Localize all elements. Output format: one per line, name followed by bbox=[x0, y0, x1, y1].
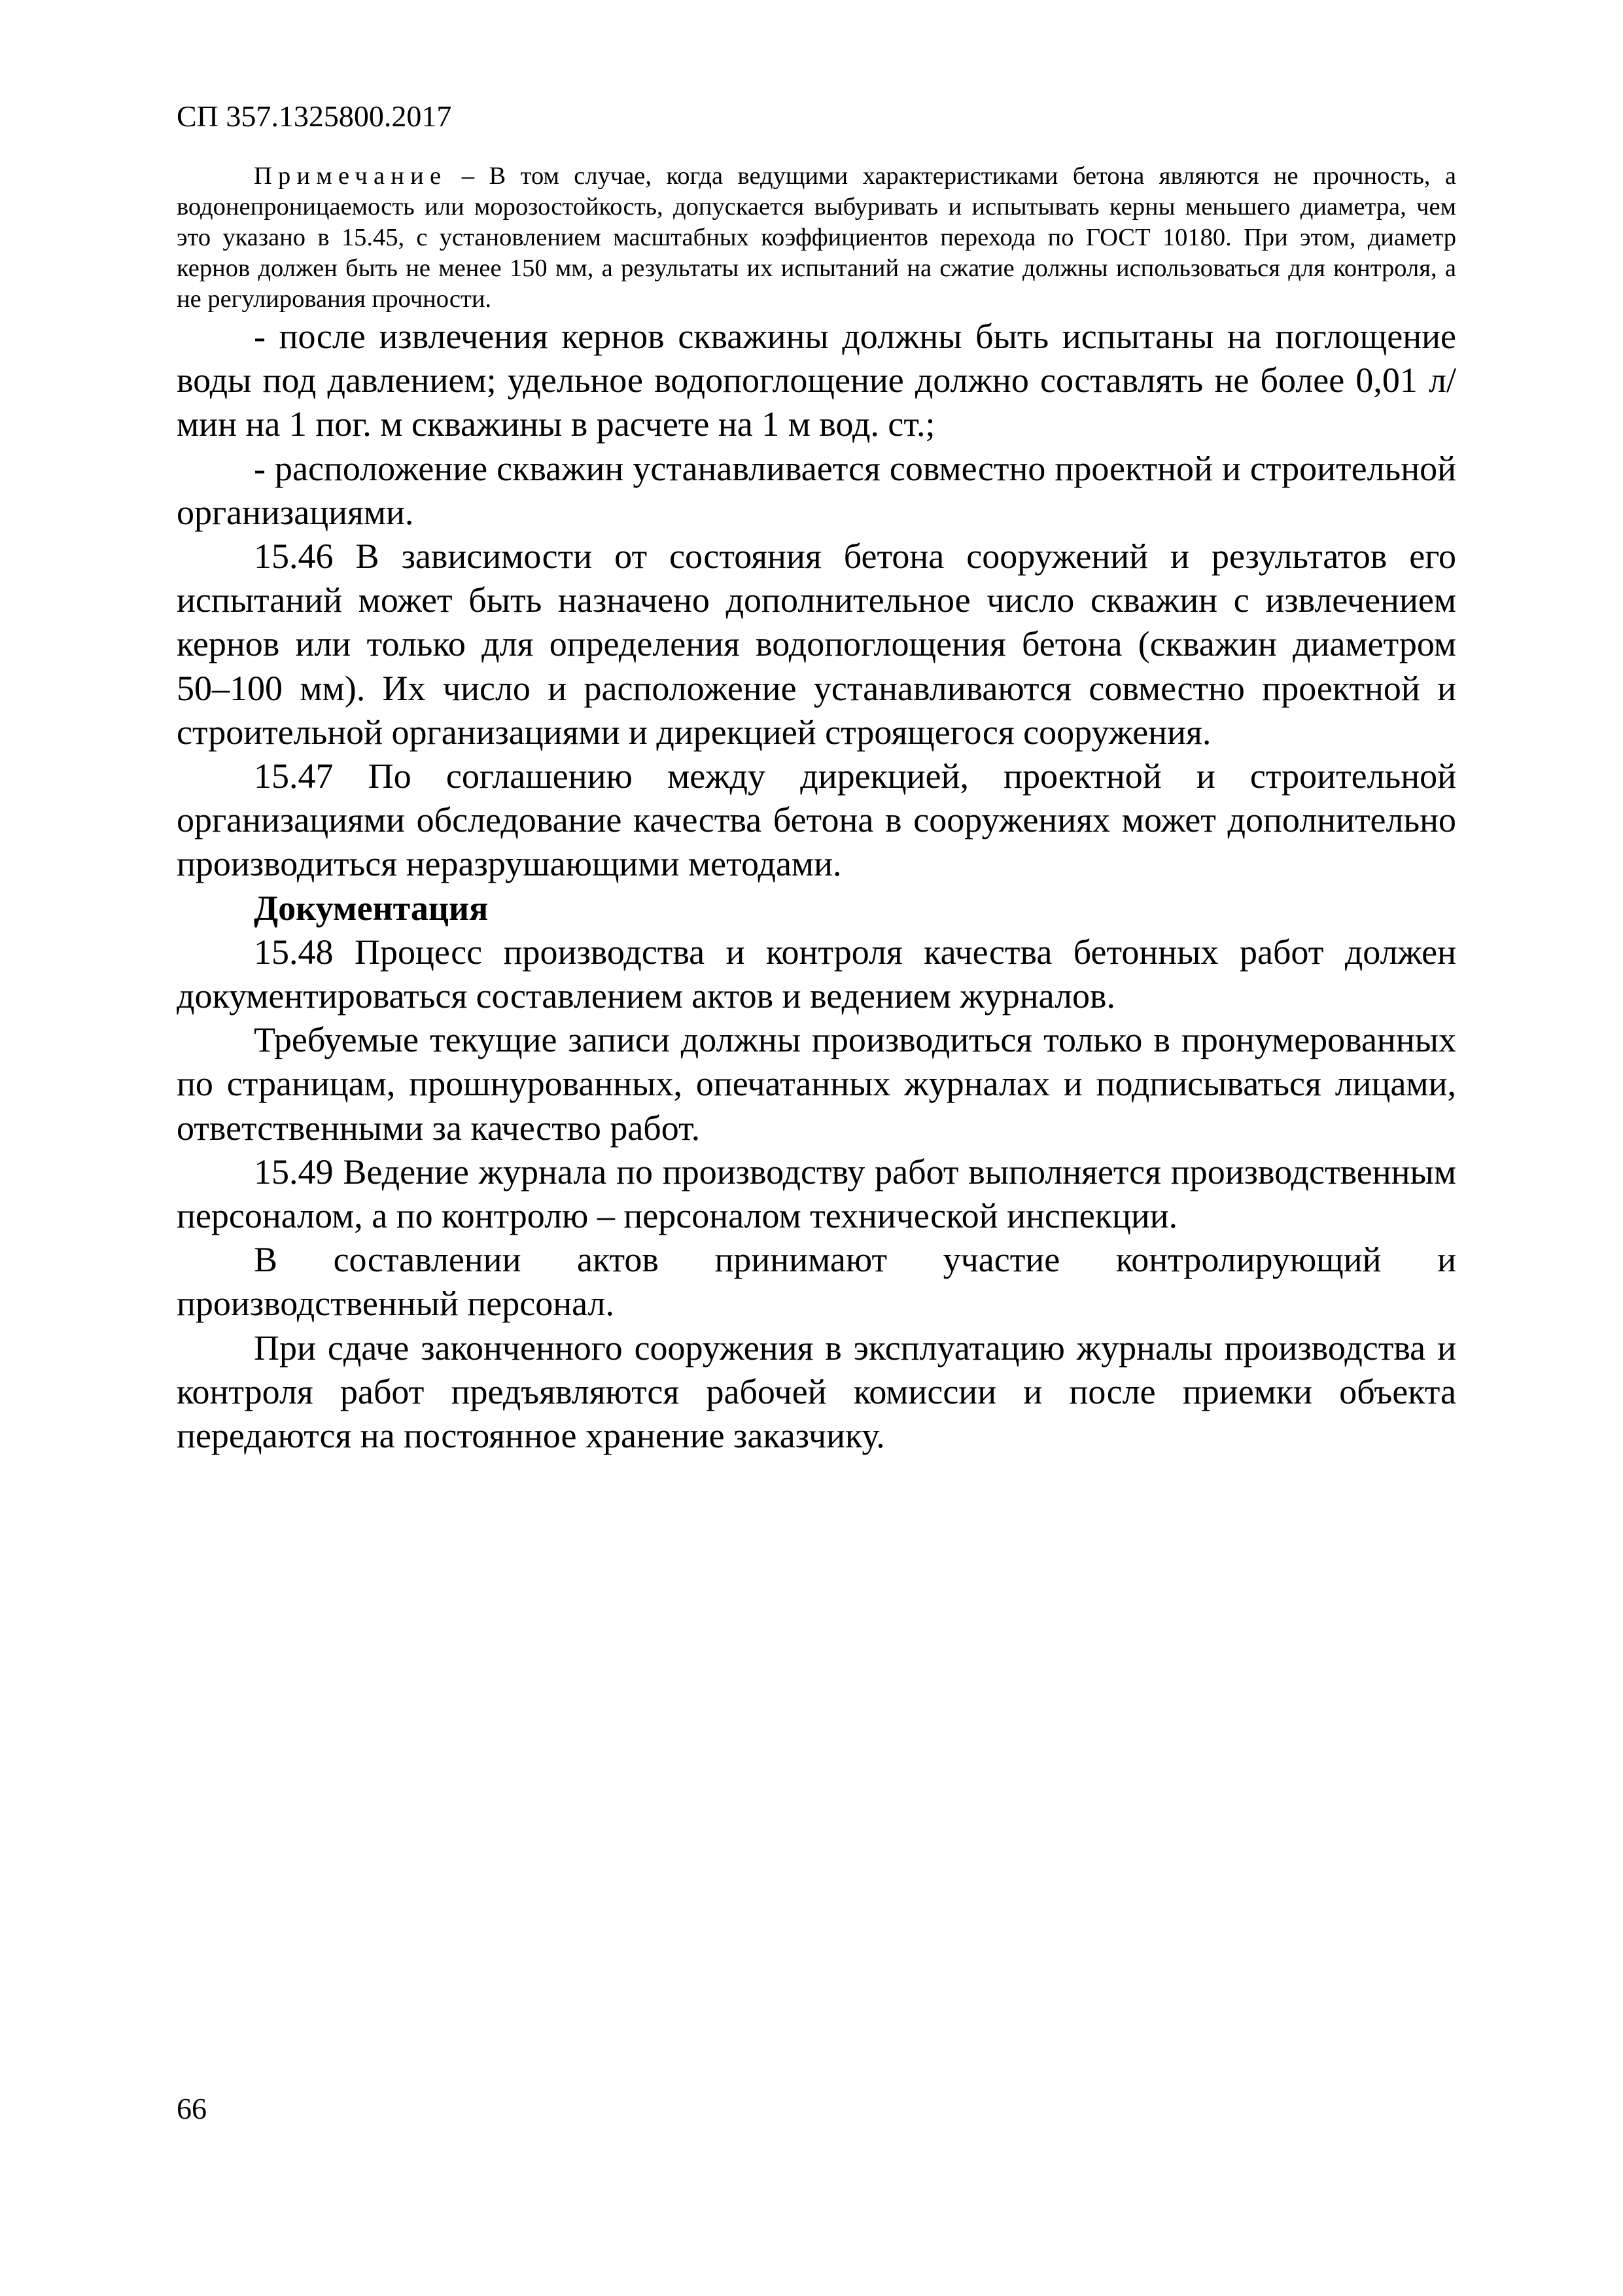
paragraph-handover: При сдаче законченного сооружения в эксплуатацию журналы производства и контроля работ предъявляются рабочей комиссии и после приемки объекта передаются на постоянное хранение заказчику. bbox=[177, 1328, 1456, 1456]
paragraph-15-46: 15.46 В зависимости от состояния бетона сооружений и результатов его испытаний может быть назначено дополнительное число скважин с извлечением кернов или только для определения водопоглощения бетона (скважин диаметром 50–100 мм). Их число и расположение устанавливаются совместно проектной и строительной организациями и дирекцией строящегося сооружения. bbox=[177, 537, 1456, 752]
list-item-core-testing: - после извлечения кернов скважины должны быть испытаны на поглощение воды под давлением; удельное водопоглощение должно составлять не более 0,01 л/мин на 1 пог. м скважины в расчете на 1 м вод. ст.; bbox=[177, 317, 1456, 444]
note-text: – В том случае, когда ведущими характеристиками бетона являются не прочность, а водонепроницаемость или морозостойкость, допускается выбуривать и испытывать керны меньшего диаметра, чем это указано в 15.45, с установлением масштабных коэффициентов перехода по ГОСТ 10180. При этом, диаметр кернов должен быть не менее 150 мм, а результаты их испытаний на сжатие должны использоваться для контроля, а не регулирования прочности. bbox=[177, 162, 1456, 313]
list-item-well-location: - расположение скважин устанавливается совместно проектной и строительной организациями. bbox=[177, 448, 1456, 532]
paragraph-15-47: 15.47 По соглашению между дирекцией, проектной и строительной организациями обследование качества бетона в сооружениях может дополнительно производиться неразрушающими методами. bbox=[177, 756, 1456, 884]
note-label: Примечание bbox=[254, 162, 447, 190]
main-text bbox=[177, 315, 1456, 1458]
note-paragraph bbox=[177, 161, 1456, 315]
paragraph-15-49: 15.49 Ведение журнала по производству работ выполняется производственным персоналом, а по контролю – персоналом технической инспекции. bbox=[177, 1152, 1456, 1236]
page-number: 66 bbox=[177, 2092, 207, 2125]
paragraph-15-48: 15.48 Процесс производства и контроля качества бетонных работ должен документироваться составлением актов и ведением журналов. bbox=[177, 932, 1456, 1016]
document-code-header: СП 357.1325800.2017 bbox=[177, 99, 452, 133]
paragraph-acts: В составлении актов принимают участие контролирующий и производственный персонал. bbox=[177, 1240, 1456, 1324]
paragraph-records: Требуемые текущие записи должны производиться только в пронумерованных по страницам, прошнурованных, опечатанных журналах и подписываться лицами, ответственными за качество работ. bbox=[177, 1020, 1456, 1148]
section-heading-documentation: Документация bbox=[254, 888, 489, 928]
